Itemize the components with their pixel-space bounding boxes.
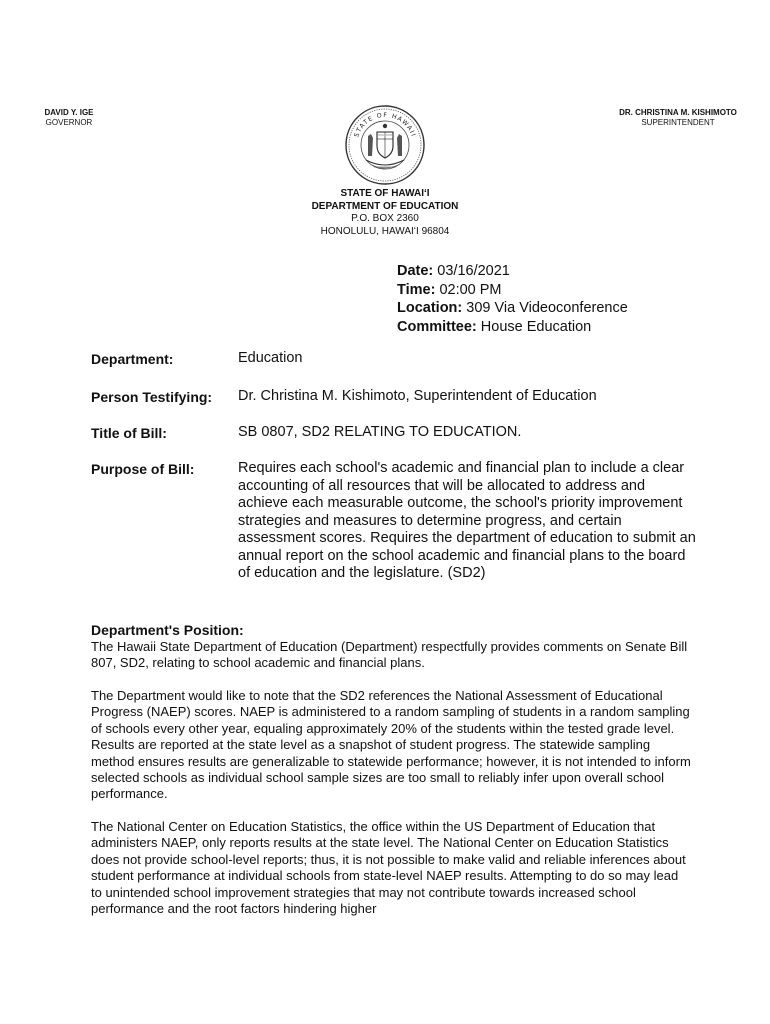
- superintendent-block: [608, 108, 748, 128]
- state-name: STATE OF HAWAIʻI: [340, 188, 430, 199]
- seal-icon: [344, 104, 426, 186]
- hearing-info: [397, 262, 628, 336]
- committee-label: Committee:: [397, 318, 477, 335]
- department-name: DEPARTMENT OF EDUCATION: [311, 200, 459, 212]
- department-label: Department:: [91, 351, 174, 367]
- hearing-time: [397, 281, 628, 300]
- location-value: 309 Via Videoconference: [462, 300, 628, 316]
- purpose-of-bill-value: Requires each school's academic and financial plan to include a clear accounting of all resources that will be allocated to address and achieve each measurable outcome, the school's priority improvement strategies and measures to determine progress, and certain assessment scores. Requires the department of education to submit an annual report on the school academic and financial plans to the board of education and the legislature. (SD2): [238, 460, 696, 581]
- title-of-bill-value: SB 0807, SD2 RELATING TO EDUCATION.: [238, 424, 522, 440]
- state-seal: [344, 104, 426, 186]
- paragraph-1: The Hawaii State Department of Education (Department) respectfully provides comments on Senate Bill 807, SD2, relating to school academic and financial plans.: [91, 639, 688, 671]
- time-label: Time:: [397, 281, 436, 298]
- department-value: Education: [238, 350, 303, 366]
- superintendent-name: DR. CHRISTINA M. KISHIMOTO: [619, 108, 737, 117]
- department-address: [0, 188, 770, 238]
- hearing-location: [397, 299, 628, 318]
- city-line: HONOLULU, HAWAIʻI 96804: [320, 225, 450, 237]
- title-of-bill-label: Title of Bill:: [91, 425, 167, 441]
- governor-block: [38, 108, 100, 128]
- committee-value: House Education: [476, 318, 592, 335]
- governor-name: DAVID Y. IGE: [44, 108, 94, 117]
- person-testifying-value: Dr. Christina M. Kishimoto, Superintendent of Education: [238, 388, 597, 404]
- person-testifying-label: Person Testifying:: [91, 389, 213, 405]
- paragraph-3: The National Center on Education Statistics, the office within the US Department of Education that administers NAEP, only reports results at the state level. The National Center on Education Statistics does not provide school-level reports; thus, it is not possible to make valid and reliable inferences about student performance at individual schools from state-level NAEP results. Attempting to do so may lead to unintended school improvement strategies that may not contribute towards increased school performance and the root factors hindering higher: [91, 819, 686, 917]
- seal-text: STATE OF HAWAII: [353, 111, 417, 139]
- superintendent-title: SUPERINTENDENT: [641, 118, 715, 127]
- hearing-date: [397, 262, 628, 281]
- date-value: 03/16/2021: [433, 263, 510, 279]
- time-value: 02:00 PM: [435, 281, 502, 298]
- governor-title: GOVERNOR: [45, 118, 93, 127]
- date-label: Date:: [397, 263, 434, 279]
- location-label: Location:: [397, 300, 463, 316]
- hearing-committee: [397, 318, 628, 337]
- po-box: P.O. BOX 2360: [351, 213, 419, 224]
- paragraph-2: The Department would like to note that the SD2 references the National Assessment of Educational Progress (NAEP) scores. NAEP is administered to a random sampling of students in a random sampling of schools every other year, equaling approximately 20% of the students within the tested grade level. Results are reported at the state level as a snapshot of student progress. The statewide sampling method ensures results are generalizable to statewide performance; however, it is not intended to inform selected schools as individual school sample sizes are too small to reliably infer upon overall school performance.: [91, 688, 691, 802]
- department-position-heading: Department's Position:: [91, 622, 244, 638]
- purpose-of-bill-label: Purpose of Bill:: [91, 461, 195, 477]
